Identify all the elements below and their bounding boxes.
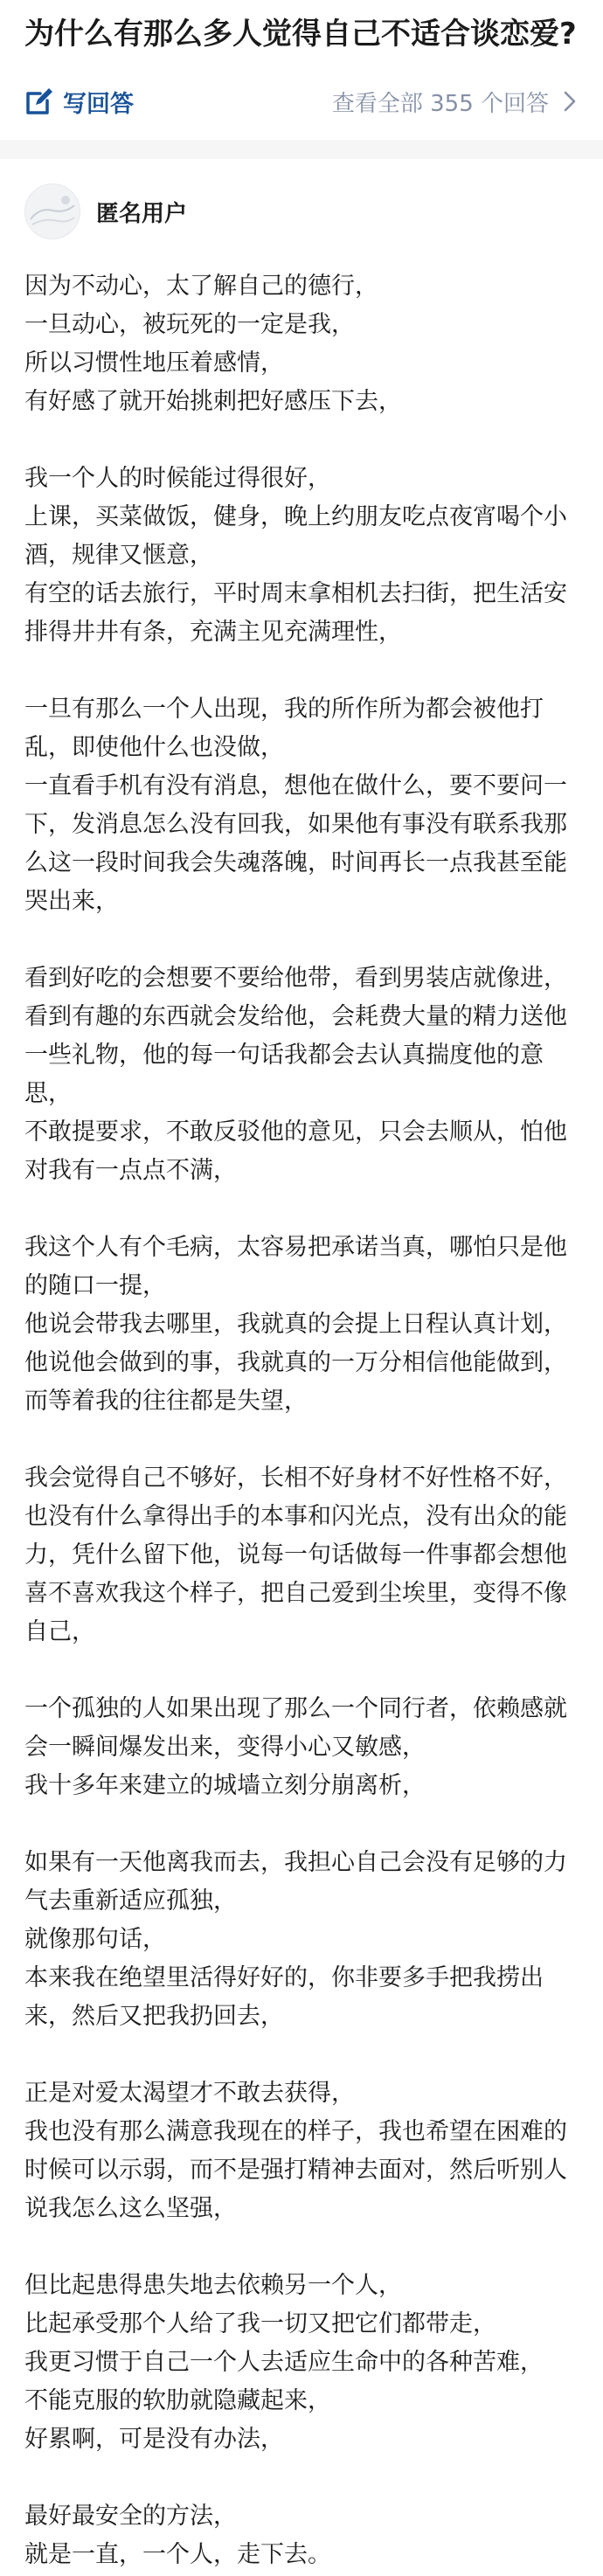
answer-line: 我会觉得自己不够好，长相不好身材不好性格不好，: [24, 1465, 567, 1492]
answer-line: 本来我在绝望里活得好好的，你非要多手把我捞出: [24, 1964, 544, 1991]
answer-line: 不能克服的软肋就隐藏起来，: [24, 2387, 331, 2414]
question-header: [0, 0, 603, 140]
answer-line: 而等着我的往往都是失望，: [24, 1388, 308, 1415]
answer-line: 一直看手机有没有消息，想他在做什么，要不要问一: [24, 772, 567, 800]
answer-line: 我一个人的时候能过得很好，: [24, 465, 331, 492]
answer-line: 乱，即使他什么也没做，: [24, 734, 284, 761]
answer-line: 我更习惯于自己一个人去适应生命中的各种苦难，: [24, 2349, 544, 2376]
view-all-answers-label: 查看全部 355 个回答: [331, 90, 549, 117]
answer-line: 的随口一提，: [24, 1272, 166, 1299]
answer-line: 酒，规律又惬意，: [24, 542, 213, 569]
answer-paragraph: [24, 1844, 579, 2036]
answer-paragraph: [24, 2074, 579, 2228]
write-answer-button[interactable]: [24, 85, 134, 119]
view-all-answers-link[interactable]: [332, 86, 579, 118]
answer-line: 所以习惯性地压着感情，: [24, 350, 284, 377]
answer-line: 下，发消息怎么没有回我，如果他有事没有联系我那: [24, 811, 567, 838]
answer-line: 喜不喜欢我这个样子，把自己爱到尘埃里，变得不像: [24, 1580, 567, 1607]
pencil-square-icon: [24, 87, 54, 116]
answer-line: 会一瞬间爆发出来，变得小心又敏感，: [24, 1734, 426, 1761]
anonymous-avatar-icon: [25, 184, 80, 239]
answer-line: 一个孤独的人如果出现了那么一个同行者，依赖感就: [24, 1695, 567, 1722]
answer-paragraph: [24, 1229, 579, 1421]
question-title[interactable]: 为什么有那么多人觉得自己不适合谈恋爱?: [24, 17, 577, 52]
answer-line: 看到好吃的会想要不要给他带，看到男装店就像进，: [24, 965, 567, 992]
answer-paragraph: [24, 1459, 579, 1652]
answer-paragraph: [24, 2497, 579, 2574]
answer-line: 不敢提要求，不敢反驳他的意见，只会去顺从，怕他: [24, 1118, 567, 1146]
answer-paragraph: [24, 690, 579, 921]
answer-line: 他说会带我去哪里，我就真的会提上日程认真计划，: [24, 1311, 567, 1338]
author-row: [24, 178, 579, 245]
answer-line: 自己，: [24, 1618, 95, 1645]
answer-paragraph: [24, 2267, 579, 2459]
author-name[interactable]: 匿名用户: [96, 200, 188, 227]
answer-line: 么这一段时间我会失魂落魄，时间再长一点我甚至能: [24, 849, 567, 876]
chevron-right-icon: [561, 90, 579, 113]
answer-paragraph: [24, 959, 579, 1190]
answer-body: [24, 267, 579, 2574]
answer-paragraph: [24, 267, 579, 421]
answer-line: 一旦动心，被玩死的一定是我，: [24, 311, 355, 338]
answer-line: 就是一直，一个人，走下去。: [24, 2541, 331, 2568]
answer-line: 说我怎么这么坚强，: [24, 2195, 237, 2222]
answer-line: 但比起患得患失地去依赖另一个人，: [24, 2272, 402, 2299]
answer-line: 排得井井有条，充满主见充满理性，: [24, 619, 402, 646]
answer-line: 我这个人有个毛病，太容易把承诺当真，哪怕只是他: [24, 1234, 567, 1261]
answer-line: 也没有什么拿得出手的本事和闪光点，没有出众的能: [24, 1503, 567, 1530]
answer-line: 一旦有那么一个人出现，我的所作所为都会被他打: [24, 696, 544, 723]
answer-line: 比起承受那个人给了我一切又把它们都带走，: [24, 2310, 496, 2337]
avatar[interactable]: [24, 184, 80, 239]
answer-line: 力，凭什么留下他，说每一句话做每一件事都会想他: [24, 1541, 567, 1568]
answer-line: 如果有一天他离我而去，我担心自己会没有足够的力: [24, 1849, 567, 1876]
answer-line: 就像那句话，: [24, 1926, 166, 1953]
question-action-row: [24, 82, 579, 121]
answer-line: 有空的话去旅行，平时周末拿相机去扫街，把生活安: [24, 580, 567, 607]
answer-line: 上课，买菜做饭，健身，晚上约朋友吃点夜宵喝个小: [24, 503, 567, 530]
write-answer-label: 写回答: [63, 90, 134, 118]
answer-line: 我十多年来建立的城墙立刻分崩离析，: [24, 1772, 426, 1799]
answer-line: 有好感了就开始挑刺把好感压下去，: [24, 388, 402, 415]
answer-line: 因为不动心，太了解自己的德行，: [24, 273, 378, 300]
answer-line: 正是对爱太渴望才不敢去获得，: [24, 2080, 355, 2107]
answer-line: 一些礼物，他的每一句话我都会去认真揣度他的意: [24, 1042, 544, 1069]
answer-line: 最好最安全的方法，: [24, 2503, 237, 2530]
answer-line: 思，: [24, 1080, 72, 1107]
answer-line: 好累啊，可是没有办法，: [24, 2426, 284, 2453]
answer-line: 时候可以示弱，而不是强打精神去面对，然后听别人: [24, 2157, 567, 2184]
answer-card: [0, 159, 603, 2574]
answer-line: 他说他会做到的事，我就真的一万分相信他能做到，: [24, 1349, 567, 1376]
answer-line: 来，然后又把我扔回去，: [24, 2003, 284, 2030]
answer-line: 气去重新适应孤独，: [24, 1887, 237, 1915]
answer-line: 我也没有那么满意我现在的样子，我也希望在困难的: [24, 2118, 567, 2145]
section-separator: [0, 140, 603, 159]
answer-line: 看到有趣的东西就会发给他，会耗费大量的精力送他: [24, 1003, 567, 1030]
answer-paragraph: [24, 1690, 579, 1805]
answer-line: 哭出来，: [24, 888, 119, 915]
answer-line: 对我有一点点不满，: [24, 1157, 237, 1184]
answer-paragraph: [24, 460, 579, 652]
